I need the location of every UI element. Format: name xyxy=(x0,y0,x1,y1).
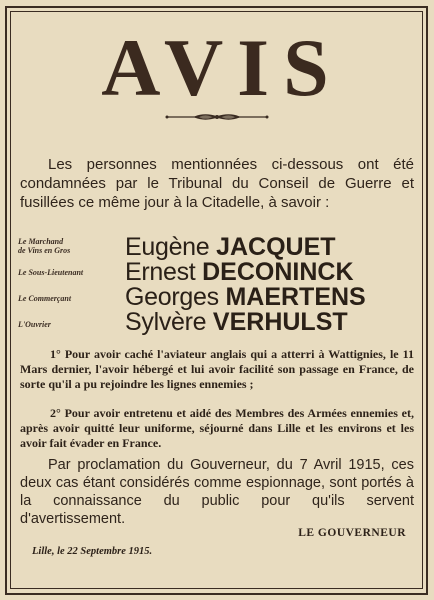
role-line: de Vins en Gros xyxy=(18,246,71,255)
dateline: Lille, le 22 Septembre 1915. xyxy=(32,546,153,557)
person-name xyxy=(125,233,336,261)
charge-paragraph-2: 2° Pour avoir entretenu et aidé des Membres des Armées ennemies et, après avoir quitté leur uniforme, séjourné dans Lille et les environs et les avoir fait évader en France. xyxy=(20,406,414,450)
charge-paragraph-1: 1° Pour avoir caché l'aviateur anglais qui a atterri à Wattignies, le 11 Mars dernier, l'avoir hébergé et lui avoir facilité son passage en France, de sorte qu'il a pu rejoindre les lignes ennemies ; xyxy=(20,347,414,391)
person-name xyxy=(125,258,354,286)
condemned-row xyxy=(18,308,418,336)
condemned-row xyxy=(18,233,418,261)
first-name: Eugène xyxy=(125,233,210,261)
poster-title: AVIS xyxy=(101,22,343,113)
role-label xyxy=(18,268,120,277)
proclamation-paragraph: Par proclamation du Gouverneur, du 7 Avril 1915, ces deux cas étant considérés comme espionnage, sont portés à la connaissance du public pour qu'ils servent d'avertissement. xyxy=(20,457,414,527)
intro-paragraph: Les personnes mentionnées ci-dessous ont été condamnées par le Tribunal du Conseil de Guerre et fusillées ce même jour à la Citadelle, à savoir : xyxy=(20,156,414,211)
role-label xyxy=(18,237,120,255)
role-line: Le Commerçant xyxy=(18,294,72,303)
last-name: MAERTENS xyxy=(225,283,366,311)
role-line: Le Marchand xyxy=(18,237,64,246)
first-name: Georges xyxy=(125,283,219,311)
person-name xyxy=(125,308,348,336)
person-name xyxy=(125,283,366,311)
last-name: JACQUET xyxy=(216,233,336,261)
last-name: DECONINCK xyxy=(202,258,354,286)
condemned-row xyxy=(18,283,418,311)
condemned-row xyxy=(18,258,418,286)
signature: LE GOUVERNEUR xyxy=(298,527,406,539)
ornament-rule-icon xyxy=(165,112,269,122)
first-name: Sylvère xyxy=(125,308,207,336)
first-name: Ernest xyxy=(125,258,196,286)
role-label xyxy=(18,294,120,303)
role-line: Le Sous-Lieutenant xyxy=(18,268,84,277)
role-label xyxy=(18,320,120,329)
role-line: L'Ouvrier xyxy=(18,320,51,329)
last-name: VERHULST xyxy=(212,308,348,336)
